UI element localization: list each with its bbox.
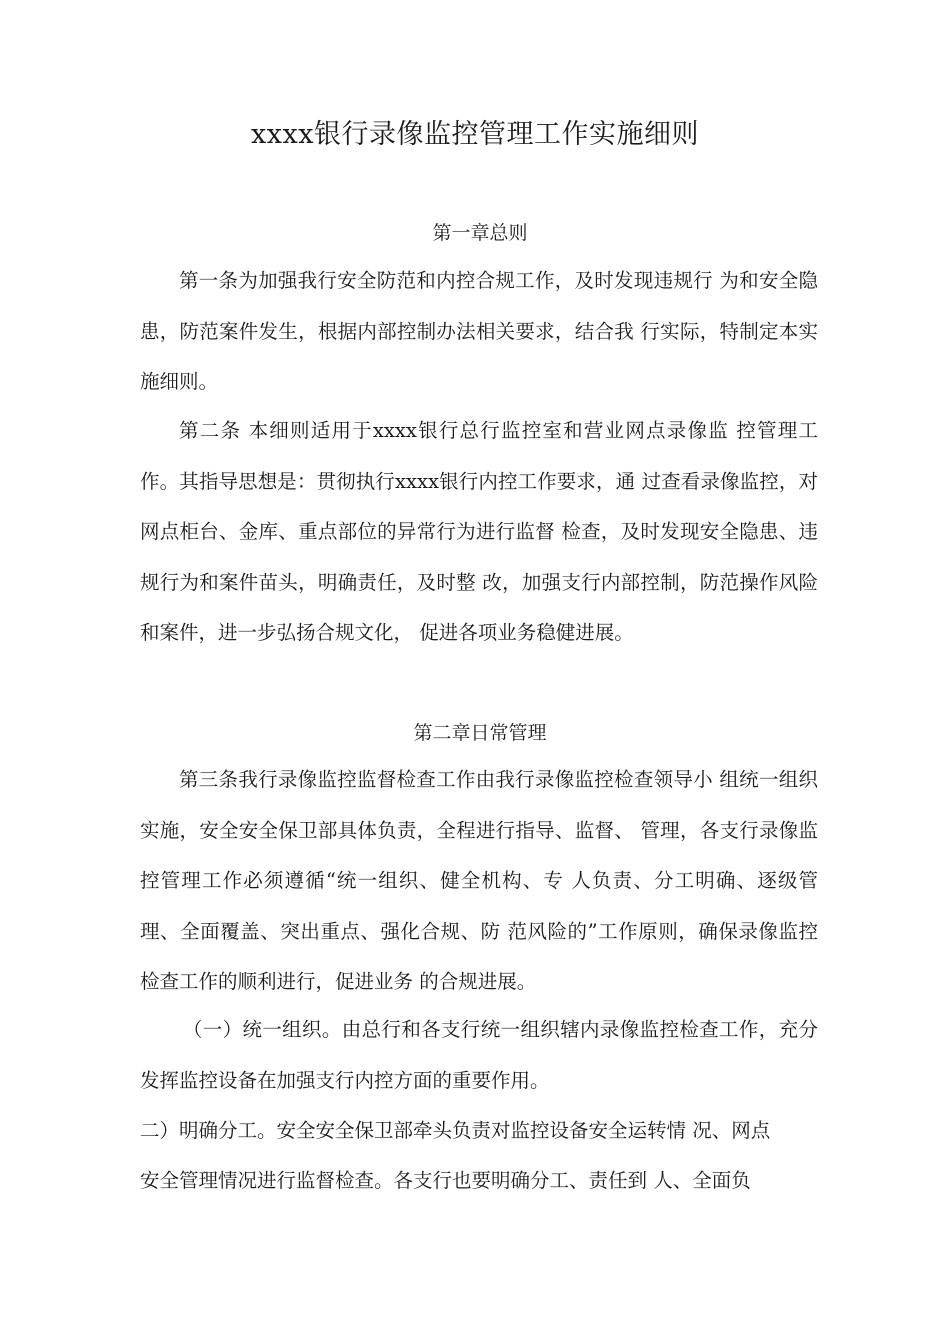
item-2-line-2: 安全管理情况进行监督检查。各支行也要明确分工、责任到 人、全面负 <box>140 1169 751 1192</box>
item-1-paragraph: （一）统一组织。由总行和各支行统一组织辖内录像监控检查工作，充分发挥监控设备在加强支行内控方面的重要作用。 <box>140 1018 818 1092</box>
article-2-paragraph: 第二条 本细则适用于xxxx银行总行监控室和营业网点录像监 控管理工作。其指导思想是：贯彻执行xxxx银行内控工作要求，通 过查看录像监控，对网点柜台、金库、重点部位的异常行为进行监督 检查，及时发现安全隐患、违规行为和案件苗头，明确责任，及时整 改，加强支行内部控制，防范操作风险和案件，进一步弘扬合规文化， 促进各项业务稳健进展。 <box>140 419 818 644</box>
chapter-2-heading: 第二章日常管理 <box>413 722 547 744</box>
article-1-paragraph: 第一条为加强我行安全防范和内控合规工作，及时发现违规行 为和安全隐患，防范案件发生，根据内部控制办法相关要求，结合我 行实际，特制定本实施细则。 <box>140 269 818 393</box>
article-3-paragraph: 第三条我行录像监控监督检查工作由我行录像监控检查领导小 组统一组织实施，安全安全保卫部具体负责，全程进行指导、监督、 管理，各支行录像监控管理工作必须遵循“统一组织、健全机构、专 人负责、分工明确、逐级管理、全面覆盖、突出重点、强化合规、防 范风险的”工作原则，确保录像监控检查工作的顺利进行，促进业务 的合规进展。 <box>140 768 818 993</box>
item-2-line-1: 二）明确分工。安全安全保卫部牵头负责对监控设备安全运转情 况、网点 <box>140 1119 771 1142</box>
document-title: xxxx银行录像监控管理工作实施细则 <box>251 119 699 150</box>
chapter-1-heading: 第一章总则 <box>432 222 528 244</box>
